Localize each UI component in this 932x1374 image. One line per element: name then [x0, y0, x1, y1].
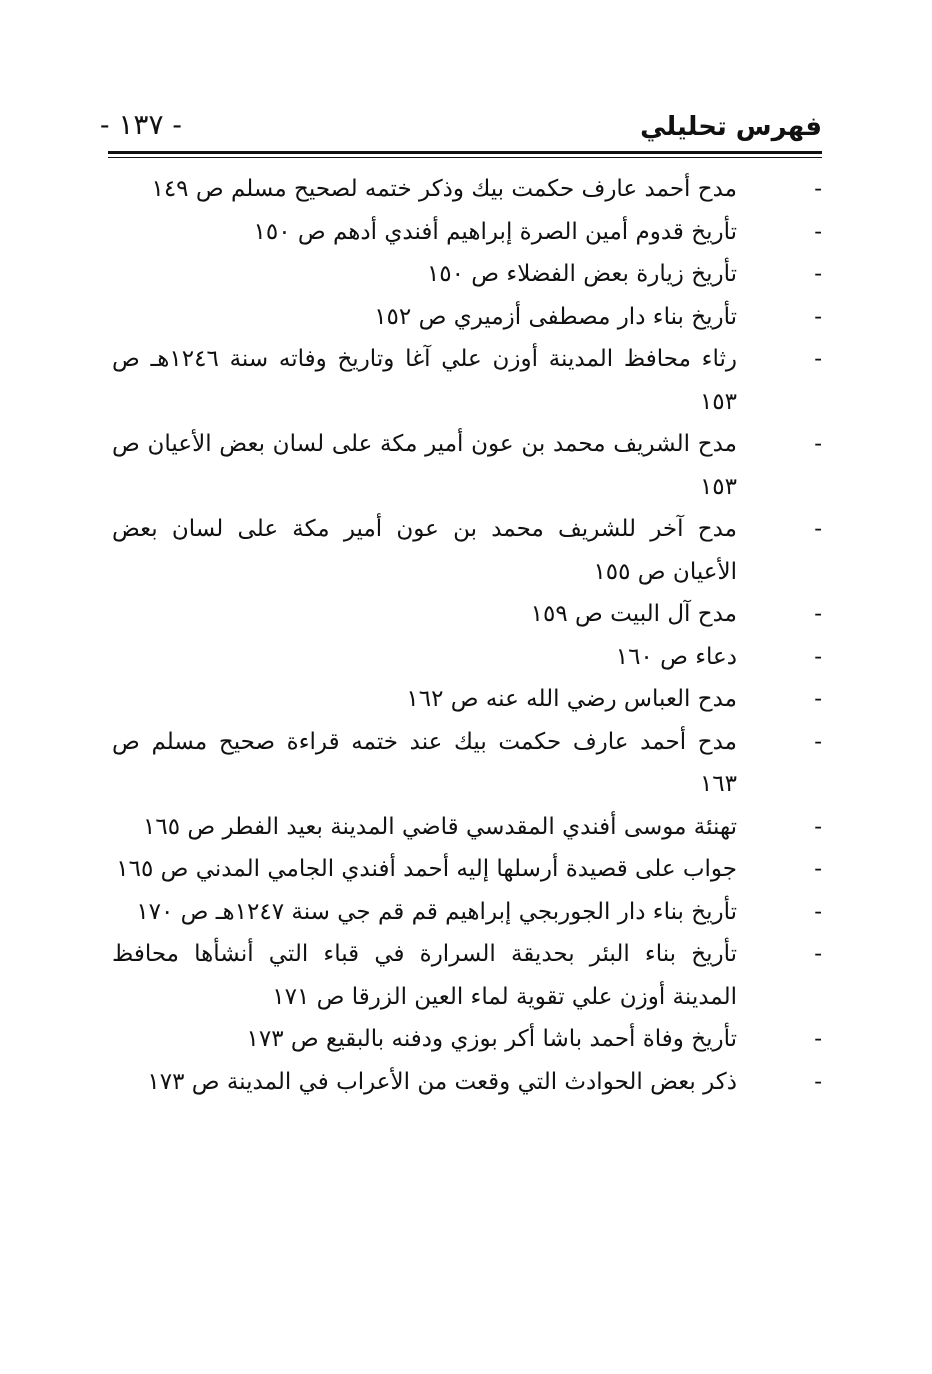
- entry-dash: -: [814, 856, 822, 882]
- entry-text: ذكر بعض الحوادث التي وقعت من الأعراب في المدينة ص ١٧٣: [147, 1068, 737, 1095]
- entry-dash: -: [814, 261, 822, 287]
- index-entry: [112, 508, 822, 593]
- entry-text: تأريخ زيارة بعض الفضلاء ص ١٥٠: [426, 261, 737, 287]
- index-entry: [112, 678, 822, 721]
- page-number: - ١٣٧ -: [100, 108, 182, 141]
- index-entry: [112, 1018, 822, 1061]
- entry-text: تأريخ بناء البئر بحديقة السرارة في قباء التي أنشأها محافظ المدينة أوزن علي تقوية لماء العين الزرقا ص ١٧١: [112, 941, 737, 1010]
- entry-text: جواب على قصيدة أرسلها إليه أحمد أفندي الجامي المدني ص ١٦٥: [116, 856, 737, 882]
- entry-text: تأريخ بناء دار مصطفى أزميري ص ١٥٢: [374, 303, 737, 330]
- entry-text: تهنئة موسى أفندي المقدسي قاضي المدينة بعيد الفطر ص ١٦٥: [142, 813, 737, 840]
- entry-text: مدح الشريف محمد بن عون أمير مكة على لسان بعض الأعيان ص ١٥٣: [112, 431, 737, 500]
- entry-dash: -: [814, 218, 822, 245]
- index-entry: [112, 891, 822, 934]
- entry-dash: -: [814, 728, 822, 755]
- entry-dash: -: [814, 1026, 822, 1052]
- entry-text: مدح أحمد عارف حكمت بيك عند ختمه قراءة صحيح مسلم ص ١٦٣: [112, 728, 737, 797]
- index-entry: [112, 296, 822, 339]
- index-entry: [112, 338, 822, 423]
- header-rule-thin: [108, 157, 822, 158]
- index-entry: [112, 593, 822, 636]
- index-entry: [112, 1061, 822, 1104]
- entry-text: مدح آخر للشريف محمد بن عون أمير مكة على لسان بعض الأعيان ص ١٥٥: [112, 516, 737, 585]
- entry-text: رثاء محافظ المدينة أوزن علي آغا وتاريخ وفاته سنة ١٢٤٦هـ ص ١٥٣: [112, 346, 737, 415]
- running-title: فهرس تحليلي: [640, 112, 822, 142]
- entry-dash: -: [814, 346, 822, 372]
- index-entry: [112, 636, 822, 679]
- index-entry: [112, 211, 822, 254]
- entry-dash: -: [814, 431, 822, 457]
- index-entry: [112, 848, 822, 891]
- header-rule-thick: [108, 151, 822, 154]
- entry-text: مدح العباس رضي الله عنه ص ١٦٢: [406, 686, 737, 712]
- entry-text: دعاء ص ١٦٠: [615, 643, 737, 670]
- entry-dash: -: [814, 898, 822, 925]
- entry-text: مدح أحمد عارف حكمت بيك وذكر ختمه لصحيح مسلم ص ١٤٩: [151, 176, 737, 202]
- index-entry: [112, 721, 822, 806]
- entry-dash: -: [814, 601, 822, 627]
- entry-dash: -: [814, 303, 822, 330]
- entry-text: تأريخ قدوم أمين الصرة إبراهيم أفندي أدهم ص ١٥٠: [253, 218, 737, 245]
- entry-dash: -: [814, 1068, 822, 1095]
- entry-dash: -: [814, 643, 822, 670]
- entry-dash: -: [814, 941, 822, 967]
- index-entry: [112, 253, 822, 296]
- entry-text: مدح آل البيت ص ١٥٩: [530, 601, 737, 627]
- entry-text: تأريخ بناء دار الجوربجي إبراهيم قم قم جي سنة ١٢٤٧هـ ص ١٧٠: [136, 898, 737, 925]
- entry-dash: -: [814, 176, 822, 202]
- page-header: [100, 108, 822, 148]
- entry-dash: -: [814, 516, 822, 542]
- index-entry: [112, 168, 822, 211]
- index-entry: [112, 423, 822, 508]
- entry-text: تأريخ وفاة أحمد باشا أكر بوزي ودفنه بالبقيع ص ١٧٣: [246, 1026, 737, 1052]
- entry-dash: -: [814, 686, 822, 712]
- index-list: [112, 168, 822, 1103]
- entry-dash: -: [814, 813, 822, 840]
- index-entry: [112, 933, 822, 1018]
- index-entry: [112, 806, 822, 849]
